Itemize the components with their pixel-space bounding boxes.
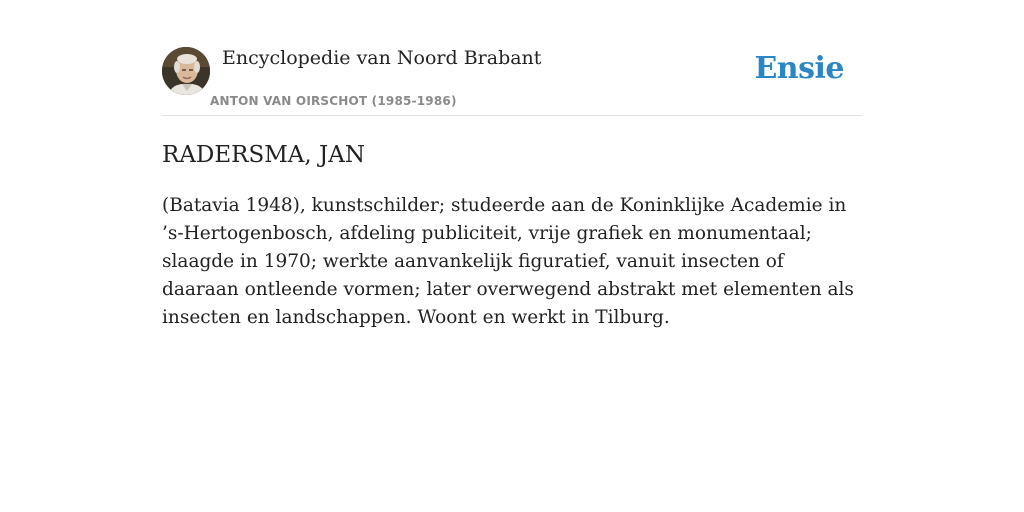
source-title[interactable]: Encyclopedie van Noord Brabant — [222, 47, 542, 69]
entry-title: RADERSMA, JAN — [162, 142, 365, 168]
author-name[interactable]: ANTON VAN OIRSCHOT (1985-1986) — [210, 94, 457, 108]
author-portrait-icon — [162, 47, 210, 95]
source-header — [162, 0, 862, 116]
page-container — [162, 0, 862, 328]
entry-body: (Batavia 1948), kunstschilder; studeerde aan de Koninklijke Academie in ’s-Hertogenbosch, afdeling publiciteit, vrije grafiek en monumentaal; slaagde in 1970; werkte aanvankelijk figuratief, vanuit insecten of daaraan ontleende vormen; later overwegend abstrakt met elementen als insecten en landschappen. Woont en werkt in Tilburg. — [162, 195, 854, 328]
avatar[interactable] — [162, 47, 210, 95]
brand-logo[interactable]: Ensie — [754, 51, 844, 86]
